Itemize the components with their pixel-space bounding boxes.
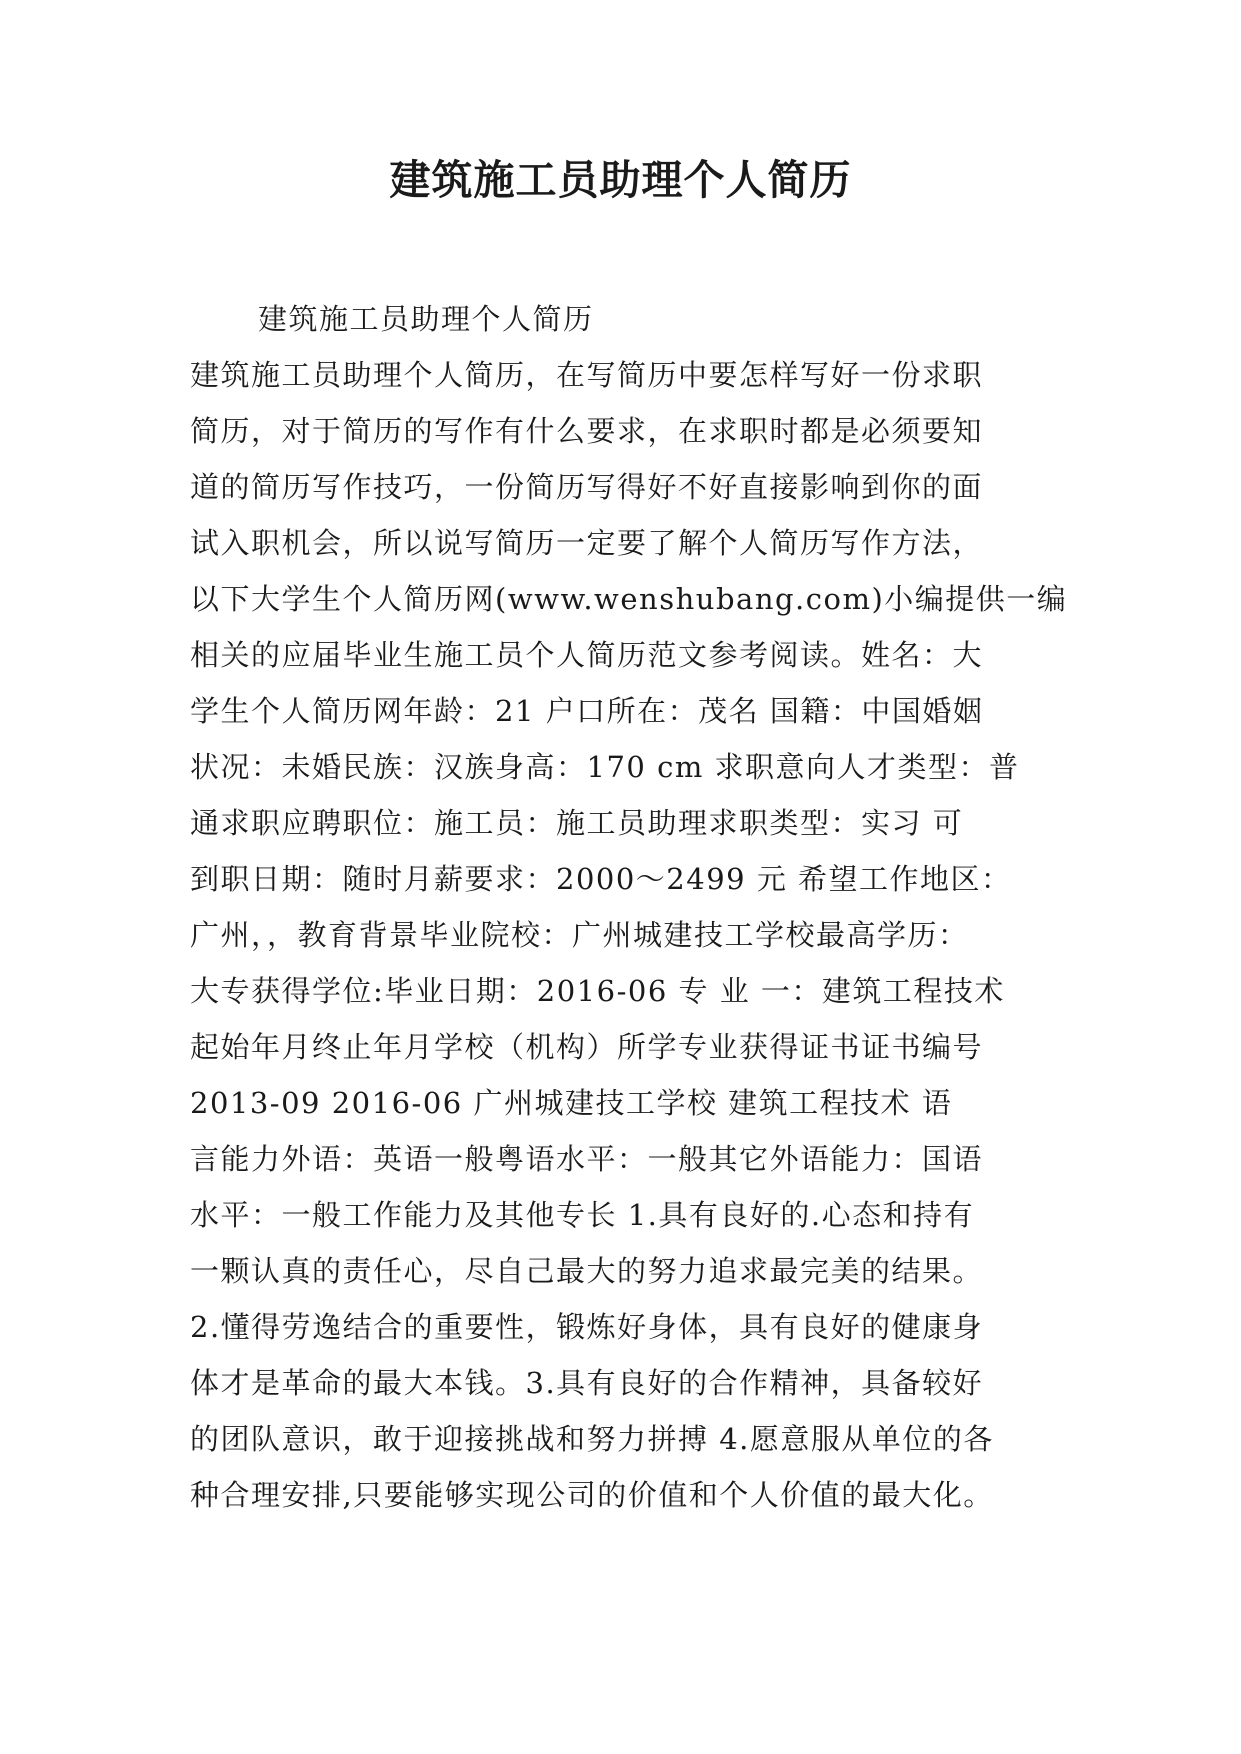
body-line: 试入职机会，所以说写简历一定要了解个人简历写作方法， [190, 526, 984, 560]
body-line: 通求职应聘职位：施工员：施工员助理求职类型：实习 可 [190, 806, 964, 840]
body-line: 学生个人简历网年龄：21 户口所在：茂名 国籍：中国婚姻 [190, 694, 984, 728]
body-line: 水平：一般工作能力及其他专长 1.具有良好的.心态和持有 [190, 1198, 975, 1232]
body-line: 到职日期：随时月薪要求：2000～2499 元 希望工作地区： [190, 862, 1012, 896]
body-line: 体才是革命的最大本钱。3.具有良好的合作精神，具备较好 [190, 1366, 984, 1400]
body-line: 道的简历写作技巧，一份简历写得好不好直接影响到你的面 [190, 470, 984, 504]
body-line: 起始年月终止年月学校（机构）所学专业获得证书证书编号 [190, 1030, 984, 1064]
page-title: 建筑施工员助理个人简历 [389, 156, 852, 204]
body-line: 以下大学生个人简历网(www.wenshubang.com)小编提供一编 [190, 582, 1068, 616]
body-line: 2013-09 2016-06 广州城建技工学校 建筑工程技术 语 [190, 1086, 953, 1120]
body-line: 一颗认真的责任心，尽自己最大的努力追求最完美的结果。 [190, 1254, 984, 1288]
document-body [190, 291, 1070, 1523]
body-line: 建筑施工员助理个人简历，在写简历中要怎样写好一份求职 [190, 358, 984, 392]
body-line: 大专获得学位:毕业日期：2016-06 专 业 一：建筑工程技术 [190, 974, 1005, 1008]
body-line: 相关的应届毕业生施工员个人简历范文参考阅读。姓名：大 [190, 638, 984, 672]
body-line: 广州，，教育背景毕业院校：广州城建技工学校最高学历： [190, 918, 969, 952]
body-line: 状况：未婚民族：汉族身高：170 cm 求职意向人才类型：普 [190, 750, 1020, 784]
body-line: 简历，对于简历的写作有什么要求，在求职时都是必须要知 [190, 414, 984, 448]
document-subtitle: 建筑施工员助理个人简历 [258, 302, 594, 336]
body-line: 的团队意识，敢于迎接挑战和努力拼搏 4.愿意服从单位的各 [190, 1422, 994, 1456]
body-line: 2.懂得劳逸结合的重要性，锻炼好身体，具有良好的健康身 [190, 1310, 984, 1344]
body-line: 言能力外语：英语一般粤语水平：一般其它外语能力：国语 [190, 1142, 984, 1176]
body-line: 种合理安排,只要能够实现公司的价值和个人价值的最大化。 [190, 1478, 994, 1512]
